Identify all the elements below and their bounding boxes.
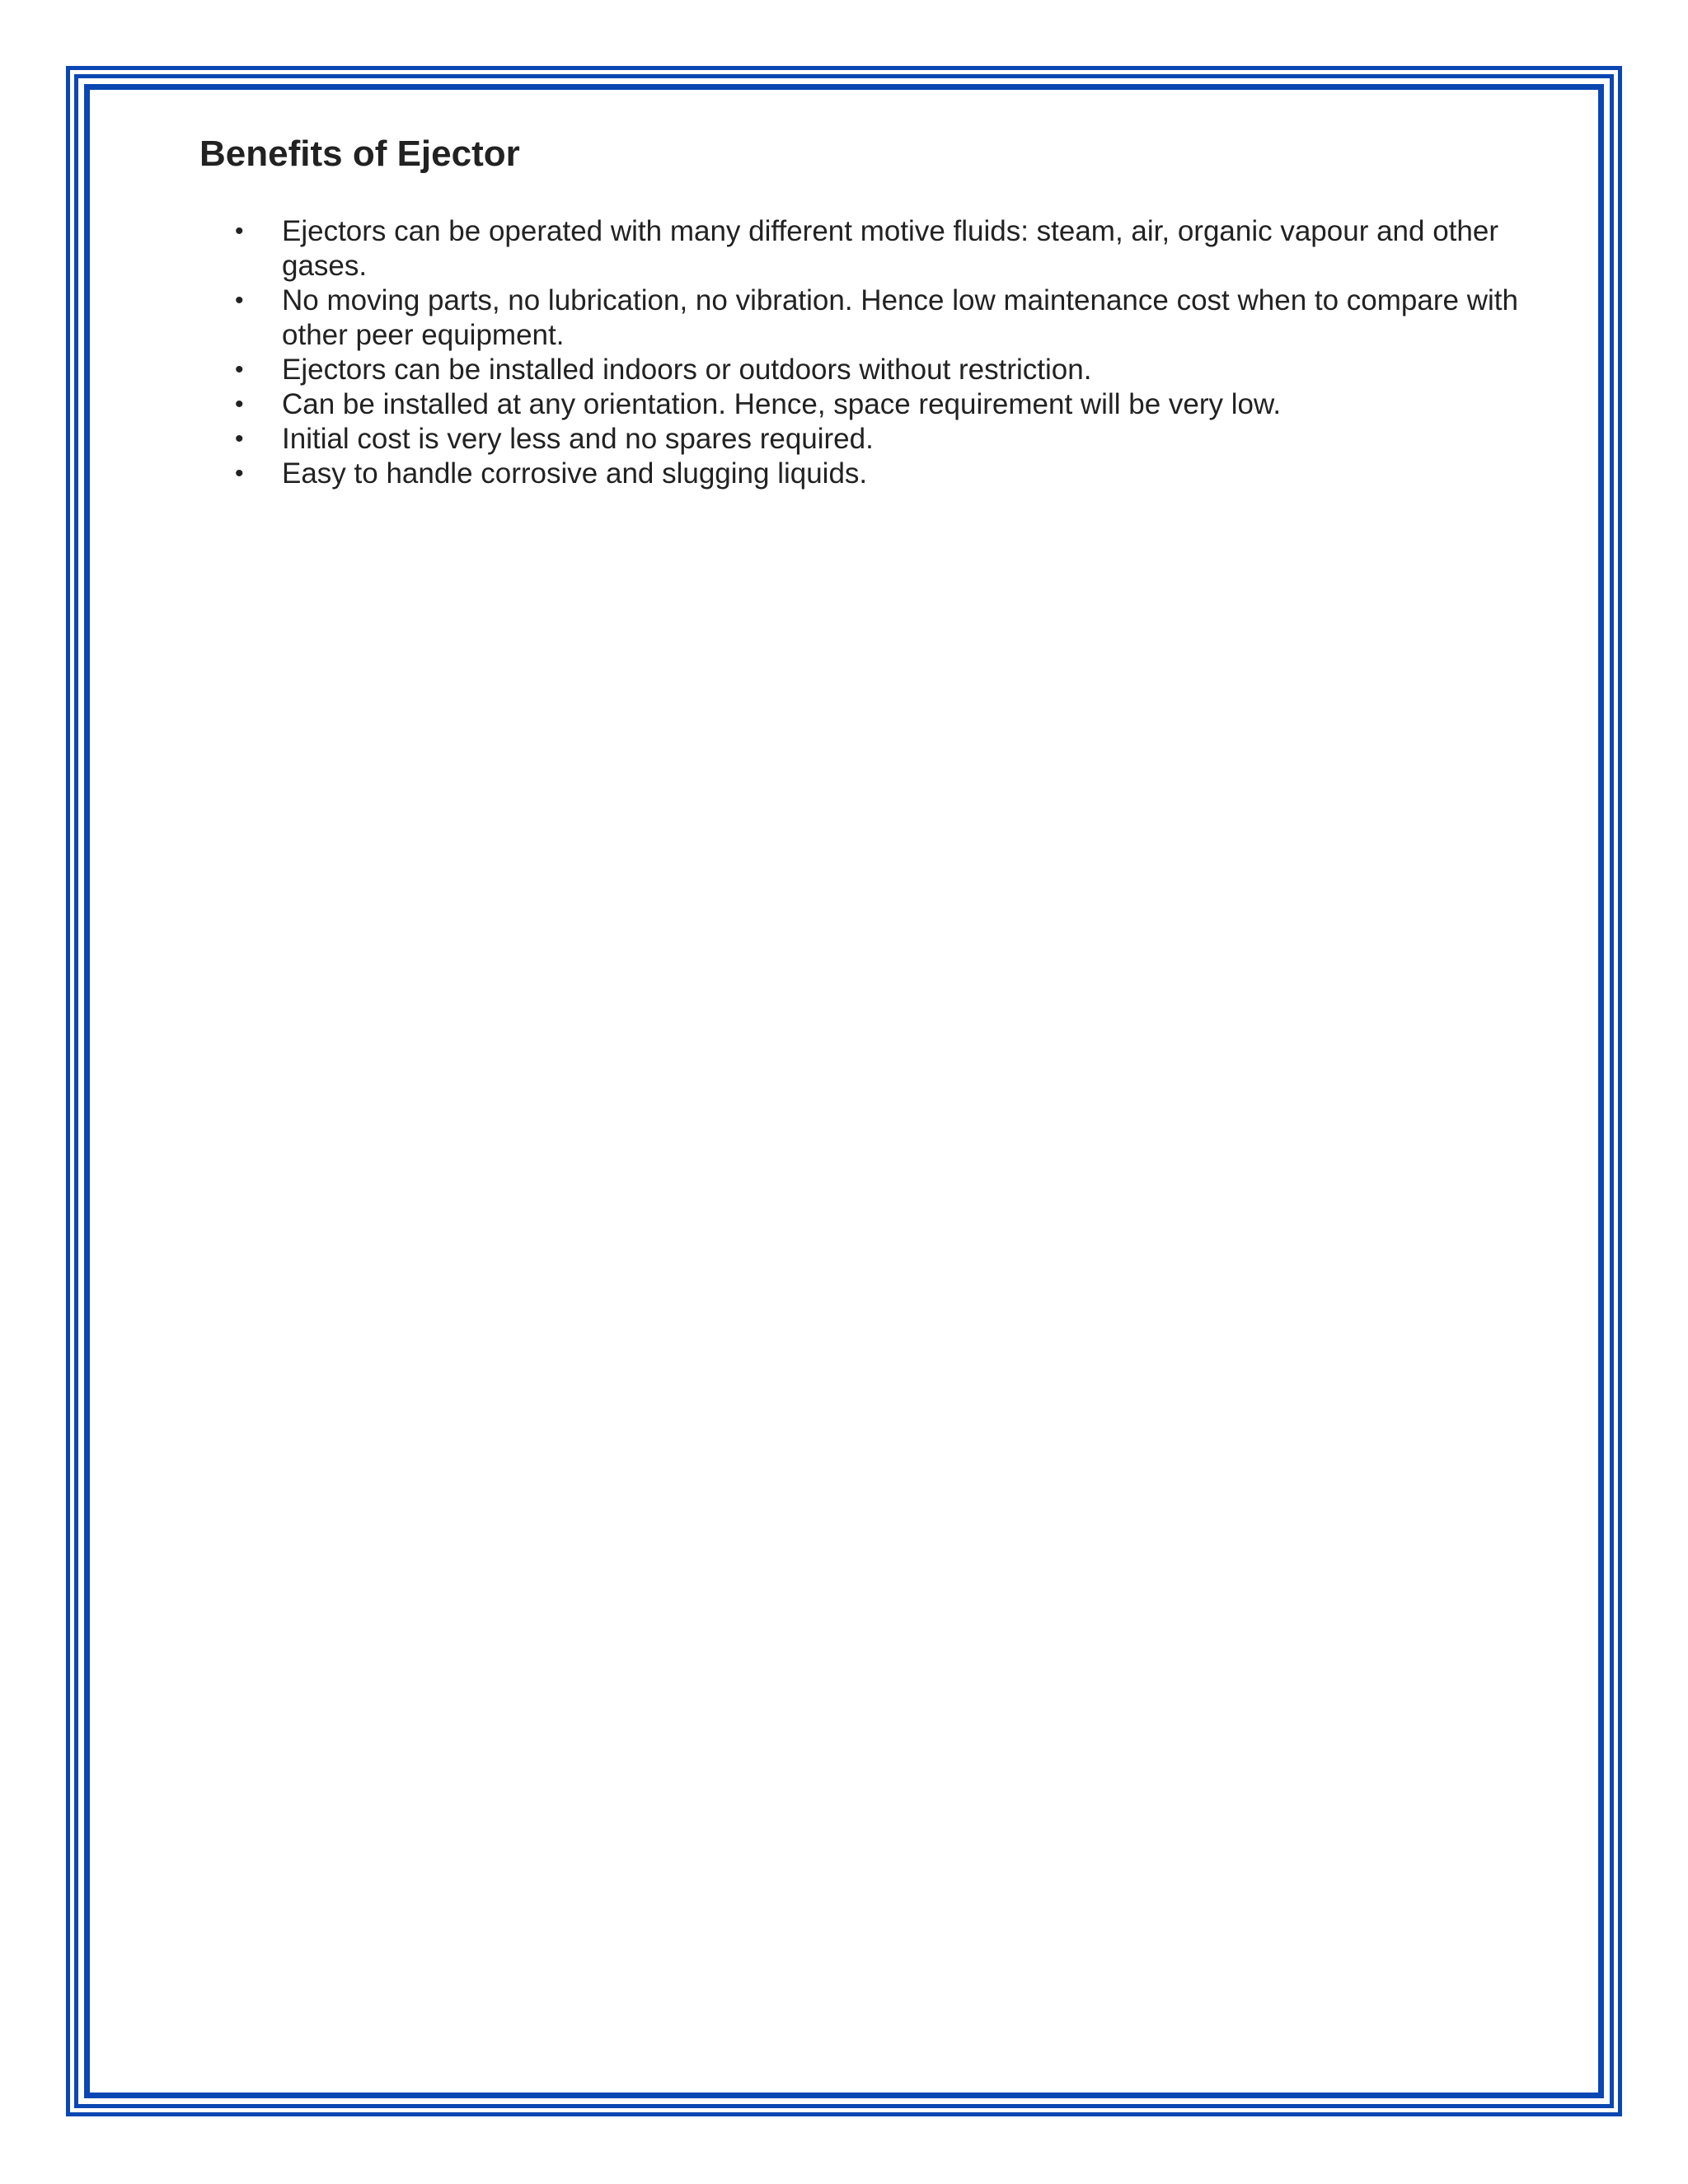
list-item-text: Initial cost is very less and no spares required. xyxy=(282,423,874,455)
list-item xyxy=(199,422,1518,457)
list-item-text: Easy to handle corrosive and slugging liquids. xyxy=(282,457,868,490)
bullet-icon: • xyxy=(235,218,244,245)
list-item-text: Ejectors can be operated with many different motive fluids: steam, air, organic vapour and other gases. xyxy=(282,215,1498,282)
list-item xyxy=(199,387,1518,422)
bullet-icon: • xyxy=(235,391,244,418)
list-item-text: No moving parts, no lubrication, no vibration. Hence low maintenance cost when to compare with other peer equipment. xyxy=(282,284,1518,351)
benefits-list xyxy=(199,214,1518,491)
list-item xyxy=(199,284,1518,353)
bullet-icon: • xyxy=(235,425,244,452)
bullet-icon: • xyxy=(235,287,244,314)
page-title: Benefits of Ejector xyxy=(199,134,520,174)
page-content xyxy=(199,132,1518,491)
bullet-icon: • xyxy=(235,460,244,487)
list-item-text: Can be installed at any orientation. Hence, space requirement will be very low. xyxy=(282,388,1282,420)
list-item xyxy=(199,457,1518,491)
list-item xyxy=(199,214,1518,284)
list-item xyxy=(199,353,1518,387)
bullet-icon: • xyxy=(235,356,244,383)
list-item-text: Ejectors can be installed indoors or outdoors without restriction. xyxy=(282,354,1092,386)
